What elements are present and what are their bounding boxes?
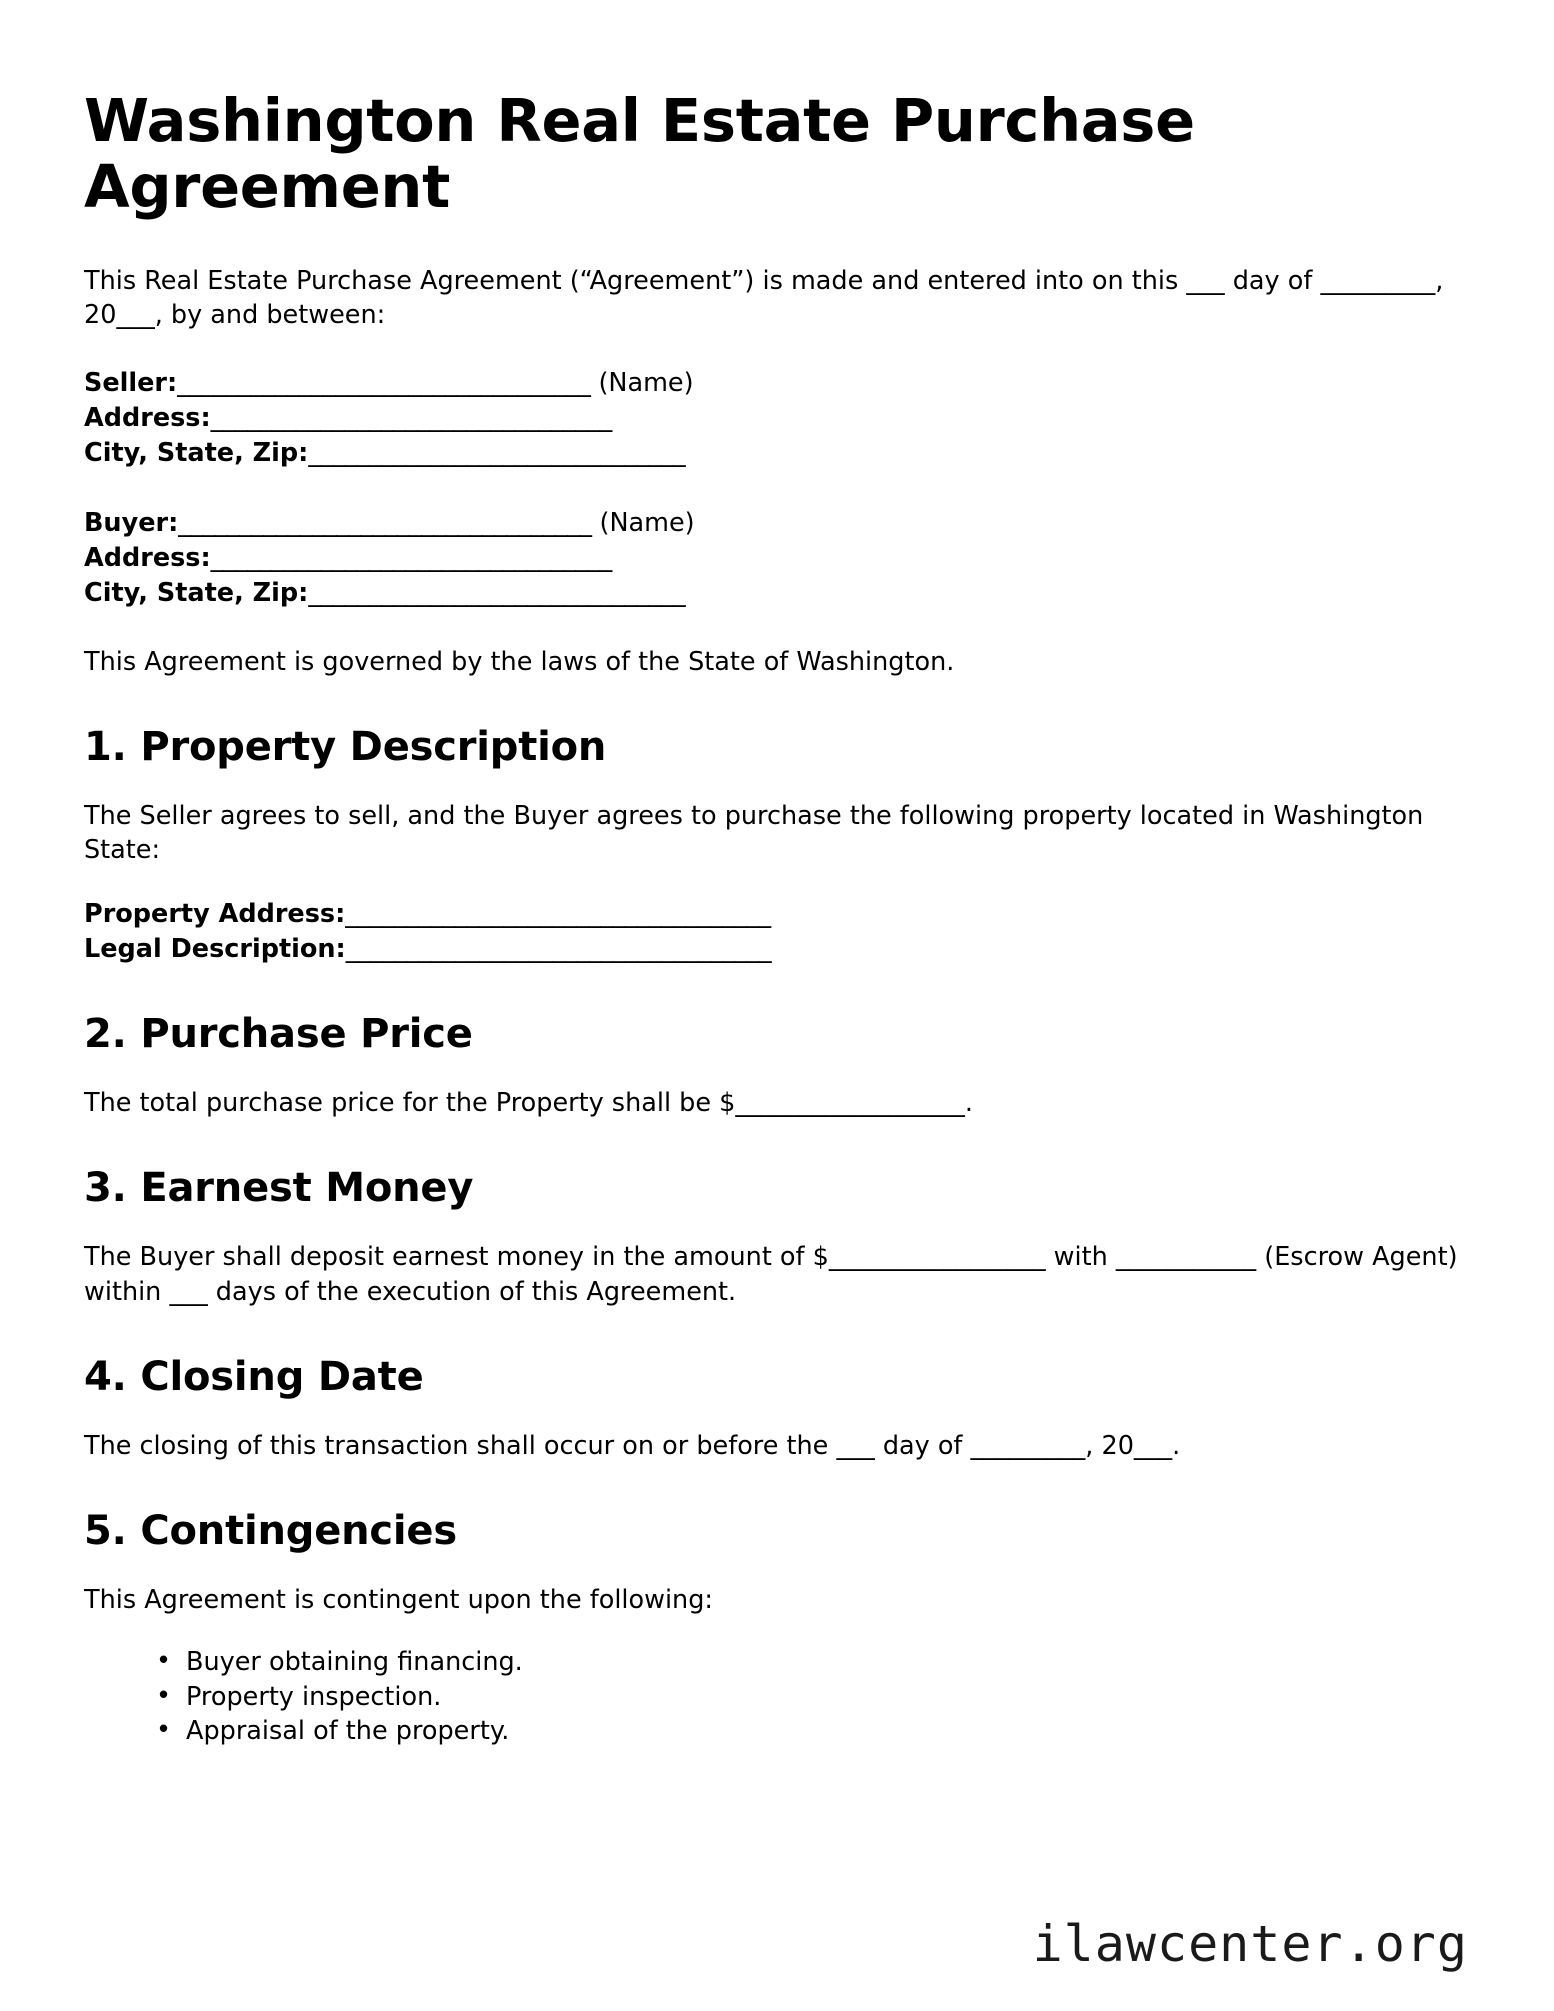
section-heading-contingencies: 5. Contingencies: [84, 1507, 457, 1554]
property-address-label: Property Address:: [84, 898, 346, 929]
spacer: [84, 611, 1468, 645]
seller-name-line: [84, 366, 1468, 401]
contingencies-body: This Agreement is contingent upon the following:: [84, 1584, 713, 1615]
spacer: [84, 1120, 1468, 1166]
buyer-party-block: [84, 506, 1468, 610]
seller-city-label: City, State, Zip:: [84, 437, 309, 468]
list-item: [156, 1645, 1468, 1680]
spacer: [84, 1399, 1468, 1429]
property-description-body: The Seller agrees to sell, and the Buyer agrees to purchase the following property located in Washington State:: [84, 800, 1424, 865]
buyer-name-blank[interactable]: __________________________________: [178, 508, 592, 539]
seller-name-blank[interactable]: __________________________________: [177, 368, 591, 399]
spacer: [84, 1056, 1468, 1086]
spacer: [84, 470, 1468, 506]
property-address-line: [84, 897, 1468, 932]
legal-description-line: [84, 932, 1468, 967]
bullet-icon: •: [156, 1646, 172, 1677]
spacer: [84, 769, 1468, 799]
page-title: Washington Real Estate Purchase Agreement: [84, 86, 1195, 222]
spacer: [84, 679, 1468, 725]
spacer: [84, 1553, 1468, 1583]
property-fields-block: [84, 897, 1468, 966]
buyer-city-blank[interactable]: _______________________________: [308, 577, 686, 608]
buyer-name-note: (Name): [599, 508, 695, 539]
seller-party-block: [84, 366, 1468, 470]
seller-address-blank[interactable]: _________________________________: [210, 403, 612, 434]
buyer-address-label: Address:: [84, 543, 211, 574]
list-item-label: Buyer obtaining financing.: [186, 1647, 523, 1678]
spacer: [84, 1309, 1468, 1355]
section-heading-property-description: 1. Property Description: [84, 723, 607, 770]
buyer-address-line: [84, 541, 1468, 576]
buyer-name-label: Buyer:: [84, 508, 179, 539]
purchase-price-body: The total purchase price for the Property shall be $__________________.: [84, 1088, 973, 1119]
spacer: [84, 1210, 1468, 1240]
spacer: [84, 220, 1468, 264]
contingency-list: [84, 1645, 1468, 1749]
seller-address-line: [84, 401, 1468, 436]
spacer: [84, 867, 1468, 897]
seller-city-blank[interactable]: _______________________________: [308, 437, 686, 468]
earnest-money-body: The Buyer shall deposit earnest money in the amount of $_________________ with ___________ (Escrow Agent) within ___ days of the execution of this Agreement.: [84, 1242, 1458, 1307]
governing-law-paragraph: This Agreement is governed by the laws of the State of Washington.: [84, 646, 955, 677]
buyer-city-state-zip-line: [84, 576, 1468, 611]
seller-name-note: (Name): [598, 368, 694, 399]
closing-date-body: The closing of this transaction shall occur on or before the ___ day of _________, 20___.: [84, 1430, 1181, 1461]
seller-name-label: Seller:: [84, 368, 178, 399]
list-item: [156, 1714, 1468, 1749]
footer-watermark: ilawcenter.org: [1032, 1915, 1468, 1973]
section-heading-earnest-money: 3. Earnest Money: [84, 1165, 474, 1212]
legal-description-label: Legal Description:: [84, 933, 346, 964]
buyer-address-blank[interactable]: _________________________________: [210, 543, 612, 574]
buyer-city-label: City, State, Zip:: [84, 577, 309, 608]
section-heading-purchase-price: 2. Purchase Price: [84, 1011, 473, 1058]
spacer: [84, 966, 1468, 1012]
list-item: [156, 1680, 1468, 1715]
intro-paragraph: This Real Estate Purchase Agreement (“Agreement”) is made and entered into on this ___ day of _________, 20___, by and between:: [84, 266, 1444, 331]
bullet-icon: •: [156, 1715, 172, 1746]
bullet-icon: •: [156, 1680, 172, 1711]
section-heading-closing-date: 4. Closing Date: [84, 1353, 424, 1400]
spacer: [84, 1463, 1468, 1509]
spacer: [84, 332, 1468, 366]
seller-city-state-zip-line: [84, 436, 1468, 471]
seller-address-label: Address:: [84, 403, 211, 434]
legal-description-blank[interactable]: ___________________________________: [345, 933, 772, 964]
property-address-blank[interactable]: ___________________________________: [345, 898, 771, 929]
list-item-label: Property inspection.: [186, 1681, 442, 1712]
spacer: [84, 1617, 1468, 1645]
buyer-name-line: [84, 506, 1468, 541]
list-item-label: Appraisal of the property.: [186, 1716, 510, 1747]
